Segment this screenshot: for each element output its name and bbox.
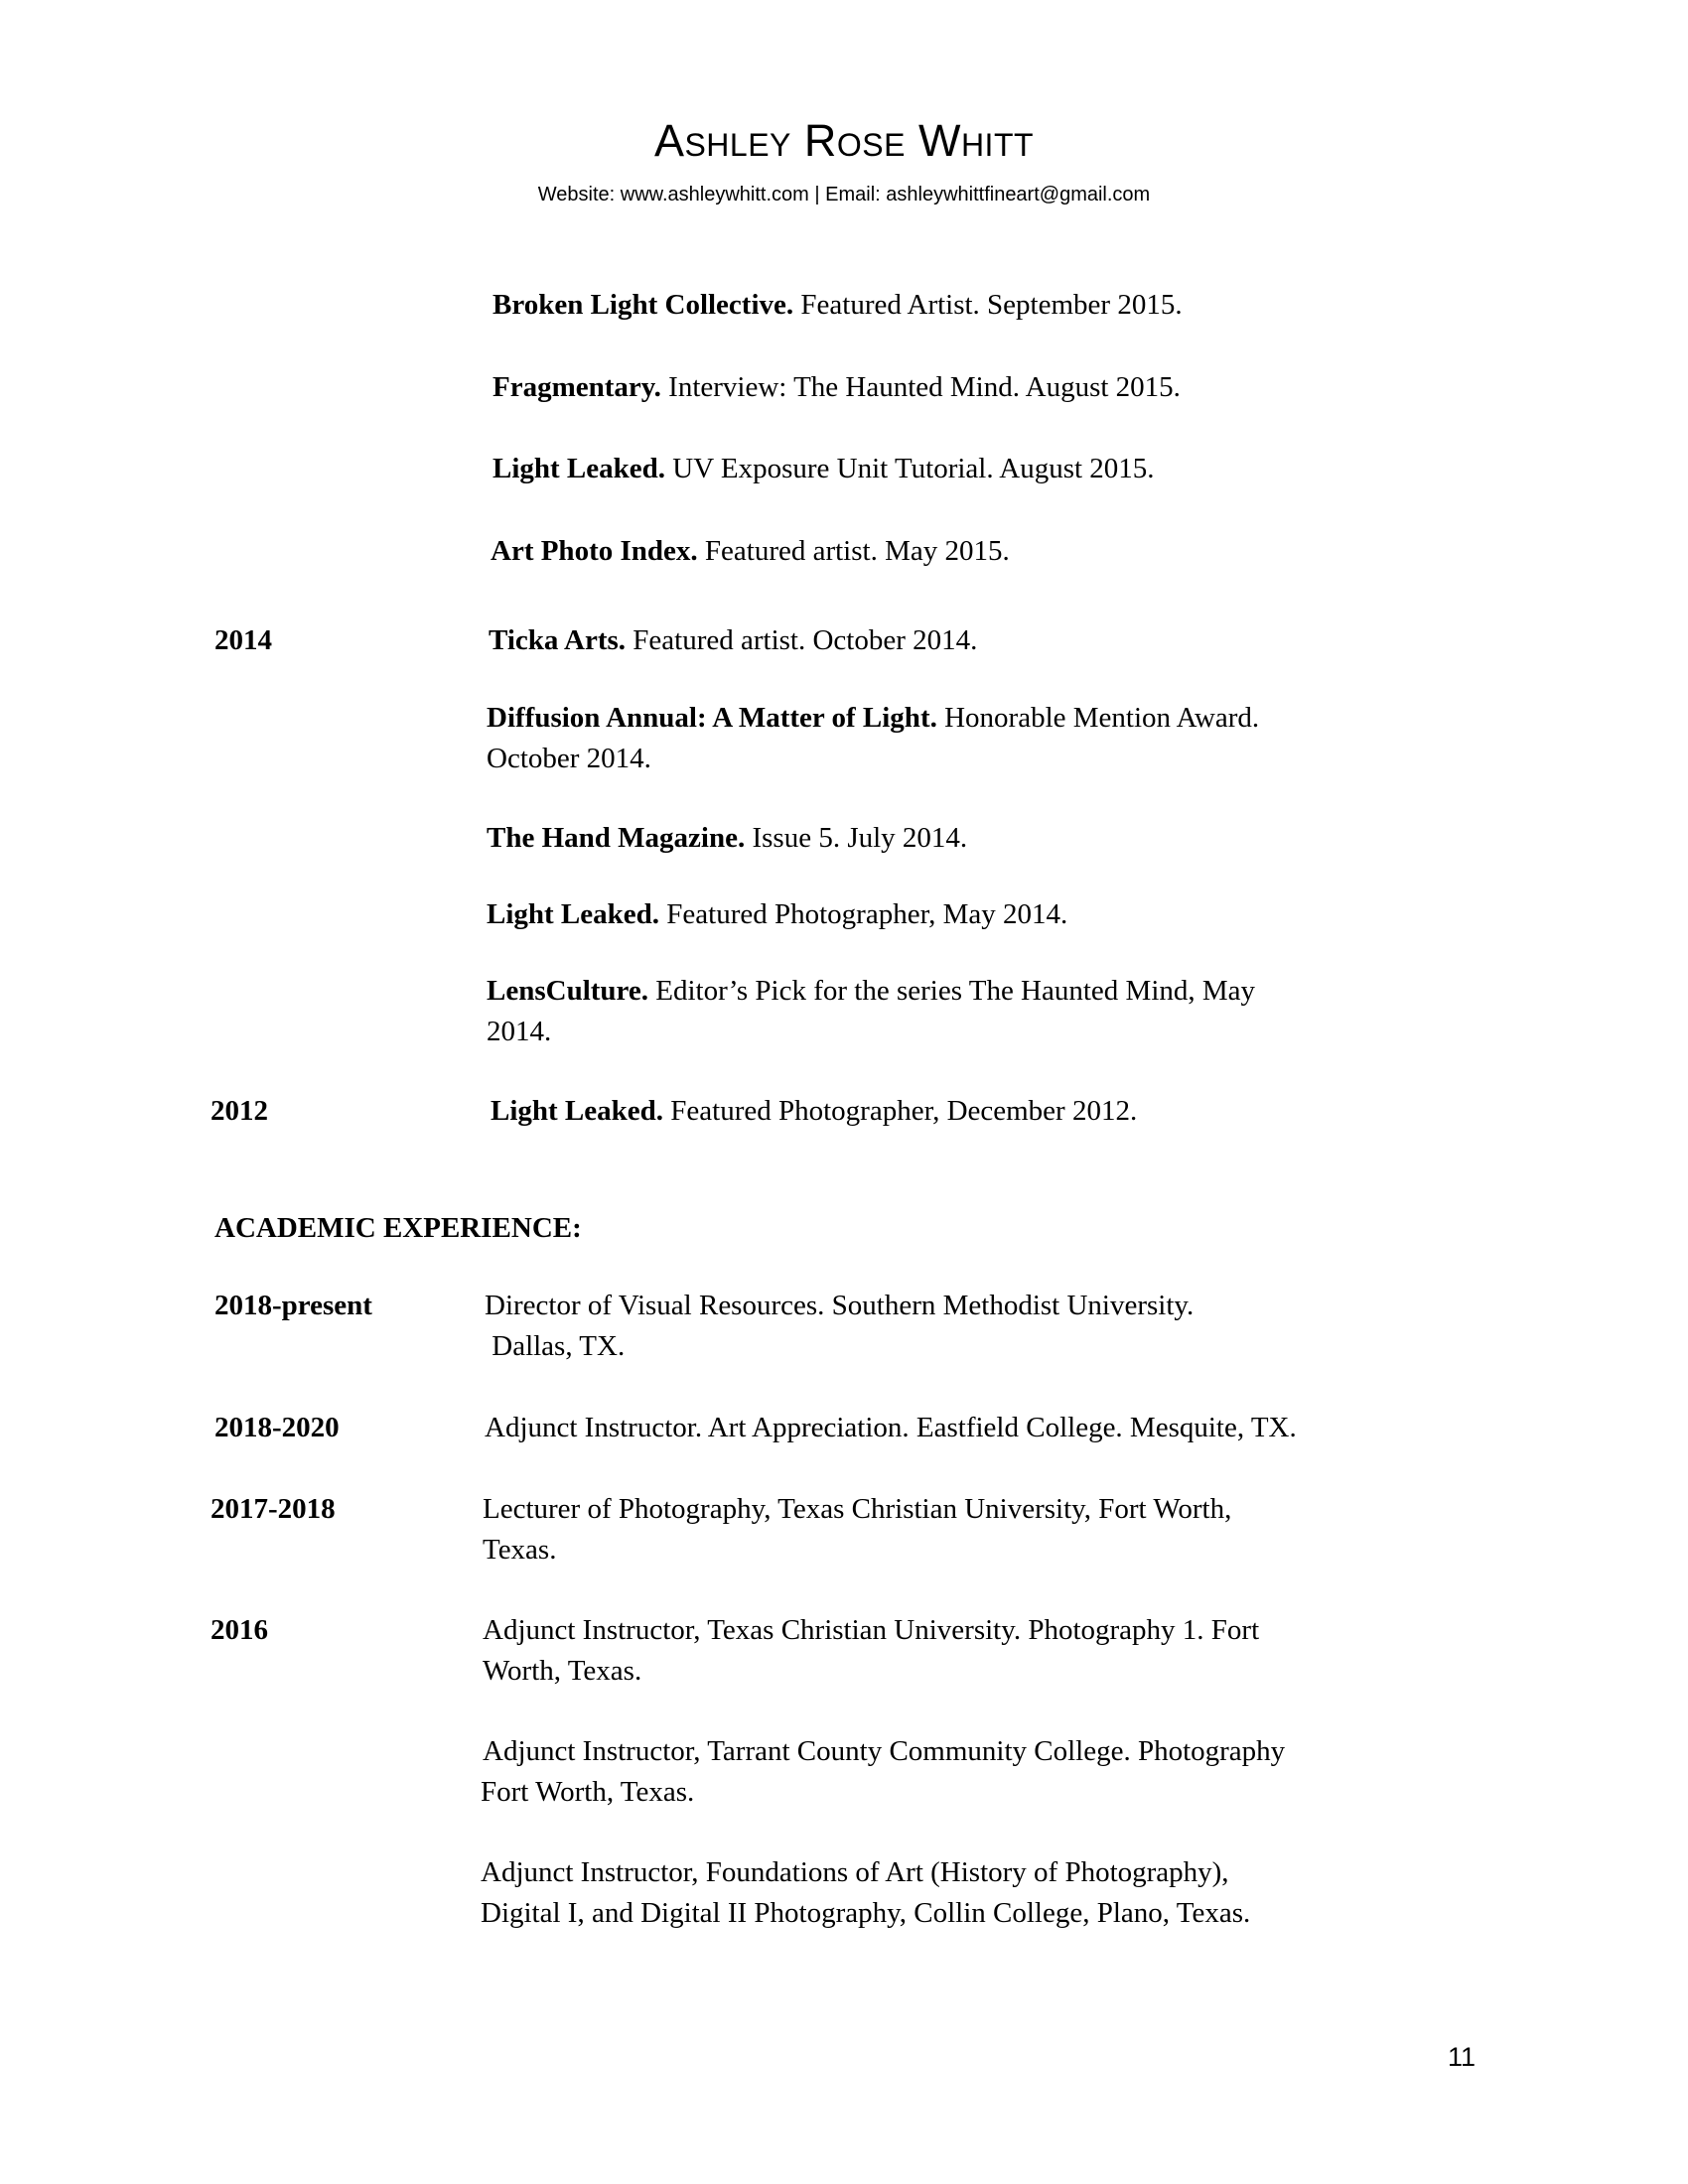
press-detail: Editor’s Pick for the series The Haunted Mind, May bbox=[648, 975, 1256, 1007]
press-entry bbox=[489, 620, 977, 661]
academic-entry-line: Texas. bbox=[483, 1534, 557, 1566]
academic-year: 2018-2020 bbox=[214, 1412, 340, 1443]
academic-entry-line: Worth, Texas. bbox=[483, 1655, 642, 1687]
press-title: Diffusion Annual: A Matter of Light. bbox=[487, 702, 937, 734]
academic-entry-line: Dallas, TX. bbox=[485, 1330, 626, 1362]
press-entry bbox=[491, 531, 1010, 572]
page-number: 11 bbox=[1448, 2042, 1477, 2072]
academic-entry-line: Adjunct Instructor, Tarrant County Community College. Photography bbox=[483, 1735, 1286, 1767]
press-detail: Featured Photographer, May 2014. bbox=[659, 898, 1068, 930]
academic-year: 2016 bbox=[211, 1614, 268, 1646]
press-title: Art Photo Index. bbox=[491, 535, 698, 567]
academic-entry-line: Adjunct Instructor, Texas Christian University. Photography 1. Fort bbox=[483, 1614, 1260, 1646]
press-title: The Hand Magazine. bbox=[487, 822, 746, 854]
press-entry bbox=[487, 894, 1067, 935]
press-entry bbox=[491, 1091, 1137, 1132]
press-year: 2012 bbox=[211, 1095, 268, 1127]
press-entry bbox=[487, 698, 1259, 739]
press-detail-continued: October 2014. bbox=[487, 743, 651, 774]
applicant-name: Ashley Rose Whitt bbox=[653, 115, 1035, 166]
press-detail: Interview: The Haunted Mind. August 2015. bbox=[660, 371, 1181, 403]
press-detail: Featured Photographer, December 2012. bbox=[663, 1095, 1138, 1127]
press-detail: Honorable Mention Award. bbox=[936, 702, 1260, 734]
press-title: LensCulture. bbox=[487, 975, 649, 1007]
academic-entry-line: Director of Visual Resources. Southern Methodist University. bbox=[485, 1290, 1195, 1321]
section-heading-academic: ACADEMIC EXPERIENCE: bbox=[214, 1212, 582, 1244]
press-entry bbox=[487, 971, 1255, 1012]
press-title: Fragmentary. bbox=[492, 371, 661, 403]
press-detail: UV Exposure Unit Tutorial. August 2015. bbox=[665, 453, 1155, 484]
press-detail: Issue 5. July 2014. bbox=[745, 822, 968, 854]
press-title: Light Leaked. bbox=[492, 453, 666, 484]
contact-line: Website: www.ashleywhitt.com | Email: ashleywhittfineart@gmail.com bbox=[537, 184, 1151, 205]
press-title: Light Leaked. bbox=[487, 898, 660, 930]
press-entry bbox=[492, 449, 1155, 489]
press-detail-continued: 2014. bbox=[487, 1016, 552, 1047]
press-detail: Featured Artist. September 2015. bbox=[793, 289, 1183, 321]
press-entry bbox=[492, 285, 1183, 326]
press-detail: Featured artist. October 2014. bbox=[626, 624, 978, 656]
academic-entry-line: Adjunct Instructor, Foundations of Art (History of Photography), bbox=[481, 1856, 1229, 1888]
press-entry bbox=[492, 367, 1181, 408]
press-entry bbox=[487, 818, 967, 859]
press-year: 2014 bbox=[214, 624, 272, 656]
press-title: Ticka Arts. bbox=[489, 624, 627, 656]
academic-entry-line: Fort Worth, Texas. bbox=[481, 1776, 695, 1808]
academic-year: 2018-present bbox=[214, 1290, 372, 1321]
academic-year: 2017-2018 bbox=[211, 1493, 336, 1525]
academic-entry-line: Adjunct Instructor. Art Appreciation. Eastfield College. Mesquite, TX. bbox=[485, 1412, 1297, 1443]
press-title: Light Leaked. bbox=[491, 1095, 664, 1127]
press-title: Broken Light Collective. bbox=[492, 289, 794, 321]
press-detail: Featured artist. May 2015. bbox=[697, 535, 1010, 567]
academic-entry-line: Lecturer of Photography, Texas Christian University, Fort Worth, bbox=[483, 1493, 1232, 1525]
academic-entry-line: Digital I, and Digital II Photography, Collin College, Plano, Texas. bbox=[481, 1897, 1251, 1929]
